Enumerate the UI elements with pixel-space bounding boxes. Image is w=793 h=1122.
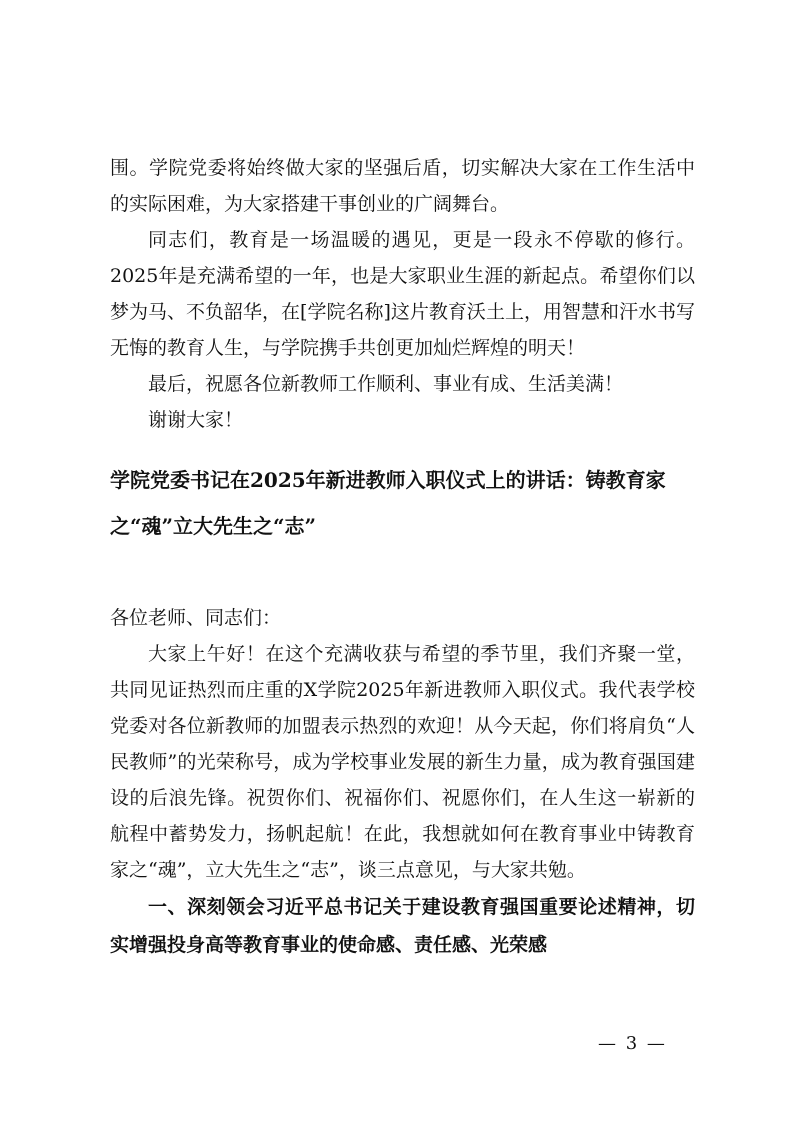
- page-number: — 3 —: [598, 1033, 667, 1054]
- paragraph: 围。学院党委将始终做大家的坚强后盾，切实解决大家在工作生活中的实际困难，为大家搭建干事创业的广阔舞台。: [110, 157, 695, 215]
- article-body: [110, 600, 695, 964]
- paragraph: 最后，祝愿各位新教师工作顺利、事业有成、生活美满！: [148, 373, 624, 395]
- article-title: 学院党委书记在2025年新进教师入职仪式上的讲话：铸教育家之“魂”立大先生之“志”: [110, 468, 666, 538]
- greeting: 各位老师、同志们：: [110, 607, 282, 629]
- paragraph: 大家上午好！在这个充满收获与希望的季节里，我们齐聚一堂，共同见证热烈而庄重的X学院2025年新进教师入职仪式。我代表学校党委对各位新教师的加盟表示热烈的欢迎！从今天起，你们将肩负“人民教师”的光荣称号，成为学校事业发展的新生力量，成为教育强国建设的后浪先锋。祝贺你们、祝福你们、祝愿你们，在人生这一崭新的航程中蓄势发力，扬帆起航！在此，我想就如何在教育事业中铸教育家之“魂”，立大先生之“志”，谈三点意见，与大家共勉。: [110, 643, 695, 881]
- paragraph: 谢谢大家！: [148, 409, 244, 431]
- section-subheading: 一、深刻领会习近平总书记关于建设教育强国重要论述精神，切实增强投身高等教育事业的使命感、责任感、光荣感: [110, 896, 695, 956]
- paragraph: 同志们，教育是一场温暖的遇见，更是一段永不停歇的修行。2025年是充满希望的一年，也是大家职业生涯的新起点。希望你们以梦为马、不负韶华，在[学院名称]这片教育沃土上，用智慧和汗水书写无悔的教育人生，与学院携手共创更加灿烂辉煌的明天！: [110, 229, 695, 359]
- speech-closing-section: [110, 150, 695, 438]
